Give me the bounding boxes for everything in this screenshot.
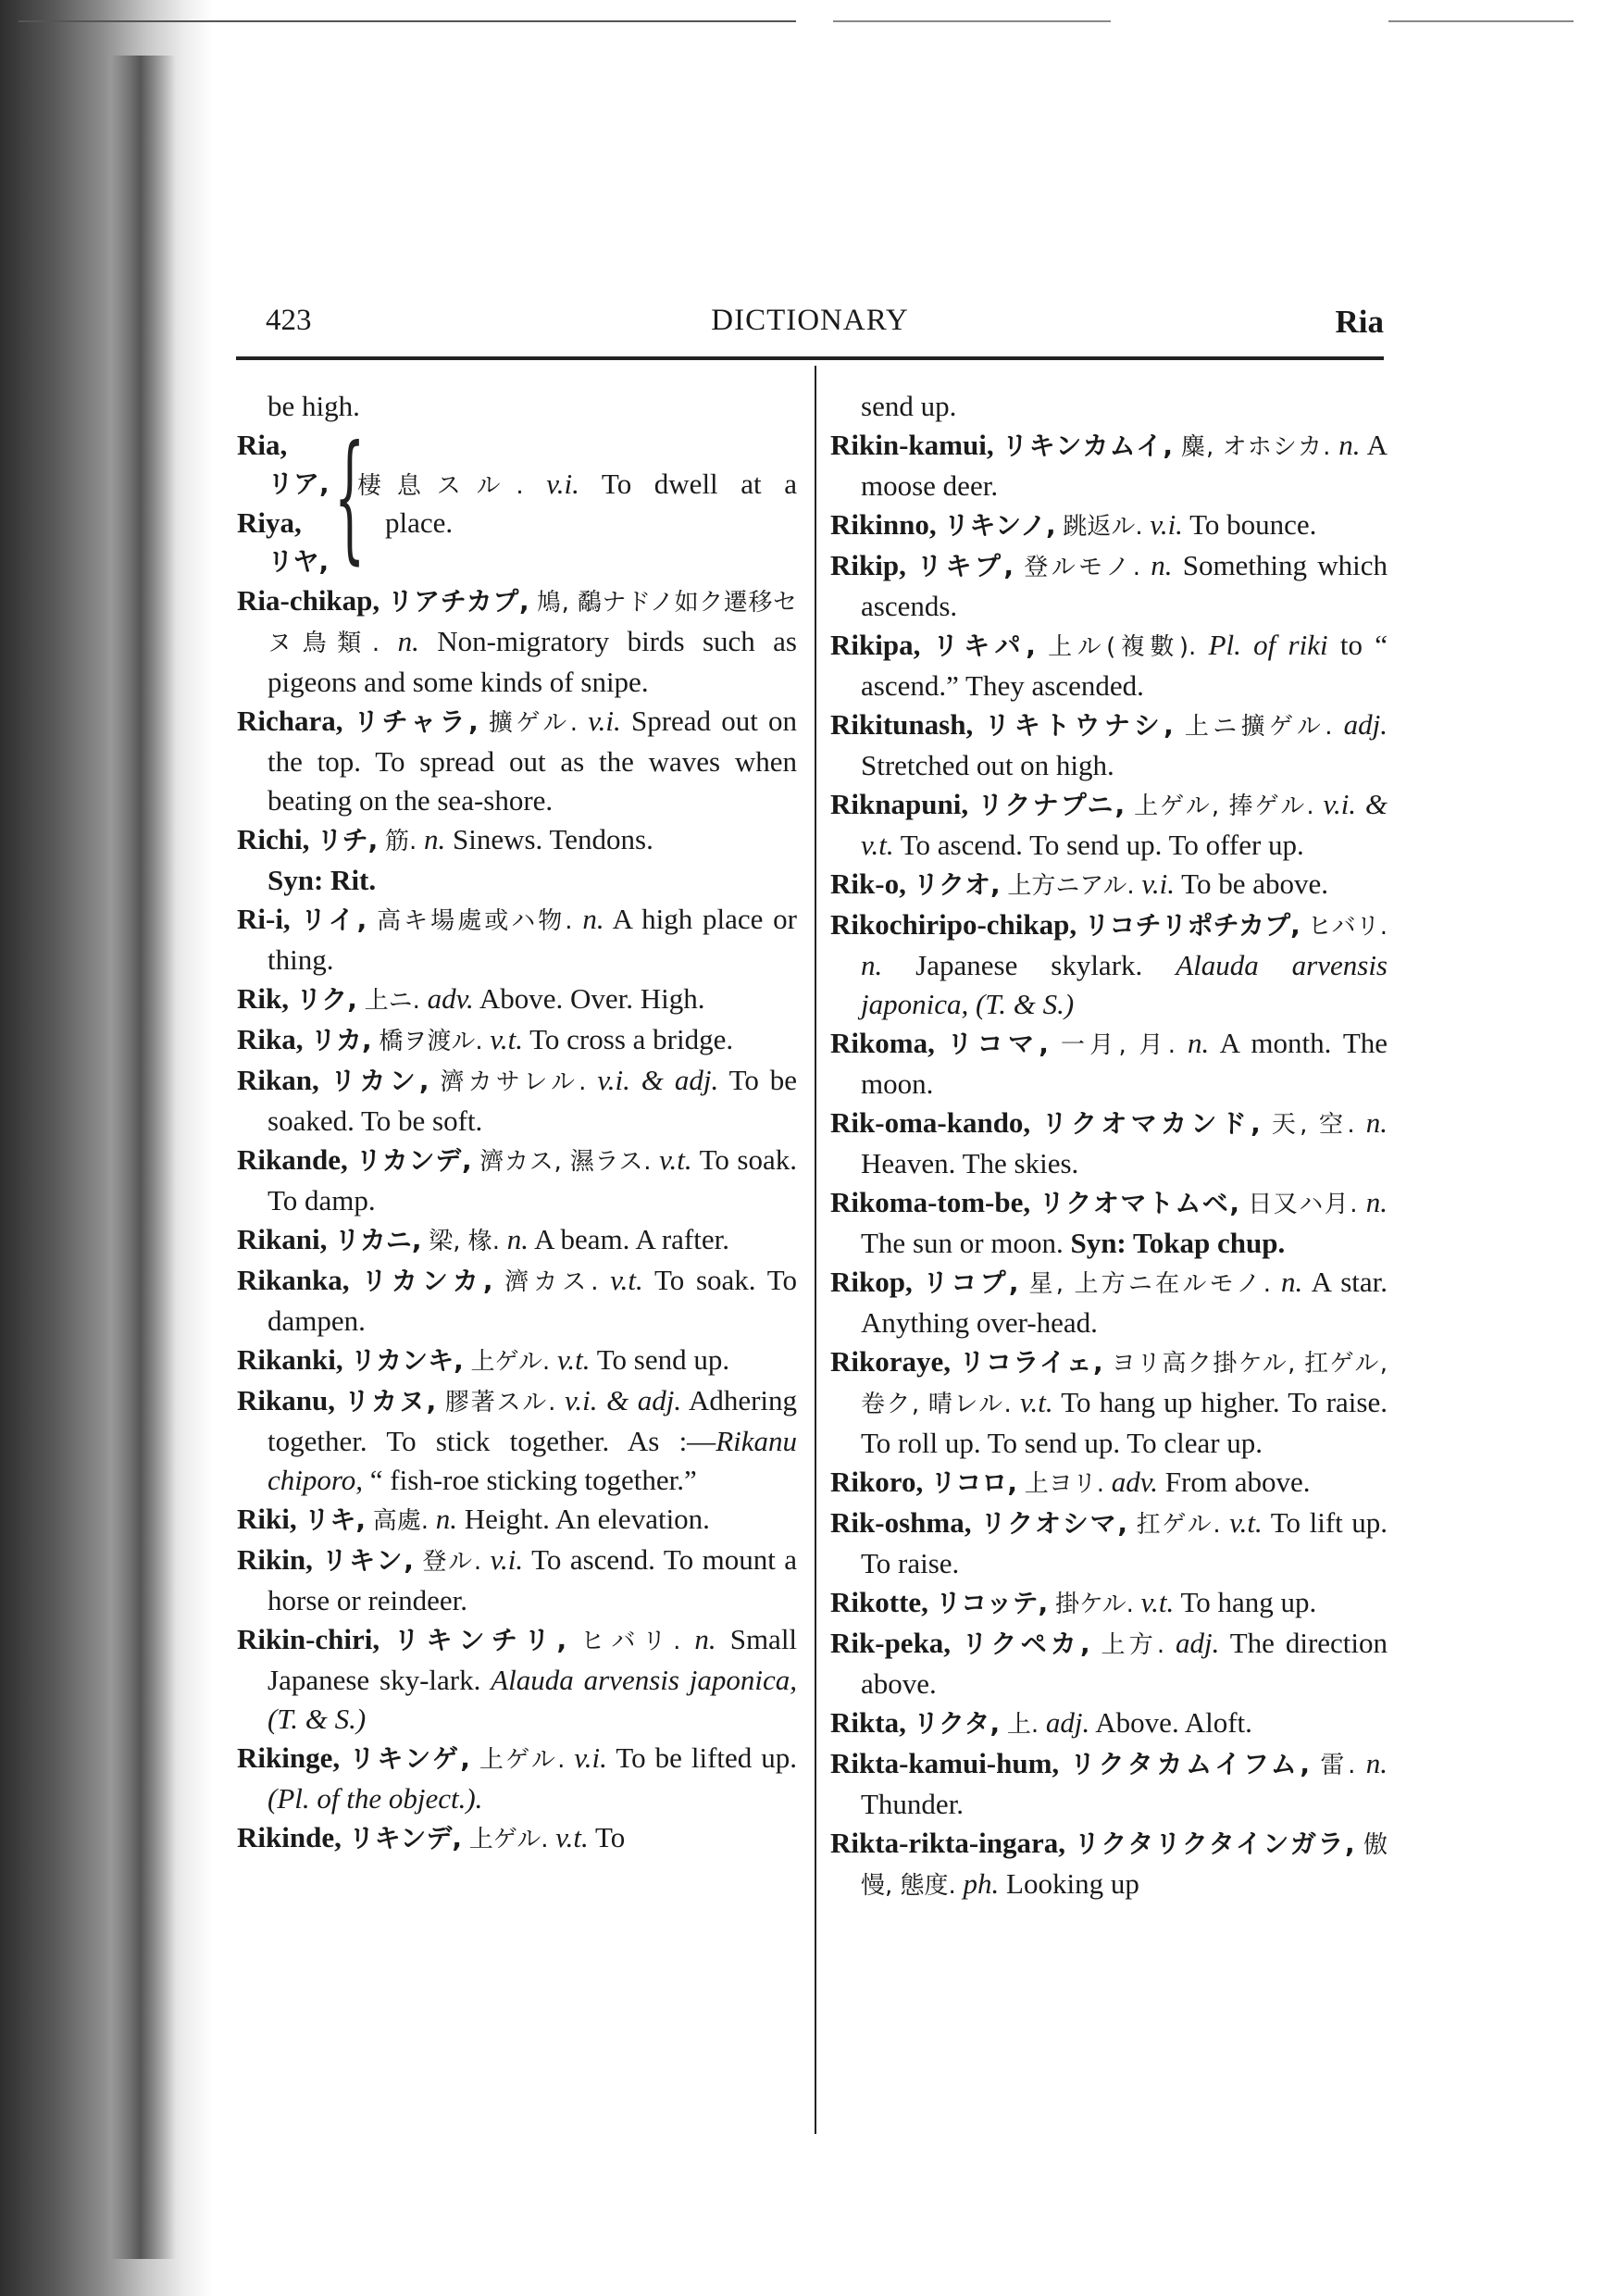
entry-definition: to “ ascend.” They ascended. xyxy=(861,629,1388,702)
entry-headword: Rikoma-tom-be, xyxy=(830,1186,1031,1218)
dictionary-entry xyxy=(237,1818,797,1859)
scan-artifact-line xyxy=(19,20,796,22)
entry-grammar: v.t. xyxy=(556,1343,591,1376)
entry-grammar: v.i. & v.t. xyxy=(861,788,1388,861)
entry-kana: リアチカプ, xyxy=(387,586,529,617)
entry-scientific-name: Alauda arvensis japonica, (T. & S.) xyxy=(268,1664,798,1735)
entry-grammar: n. xyxy=(694,1623,716,1655)
dictionary-entry xyxy=(830,1504,1388,1583)
entry-headword: Rikanka, xyxy=(237,1264,350,1296)
entry-japanese: 上ニ擴ゲル. xyxy=(1184,713,1333,741)
entry-grammar: n. xyxy=(1365,1186,1388,1218)
entry-headword: Rikande, xyxy=(237,1143,348,1176)
entry-grammar: adj. xyxy=(1045,1706,1090,1739)
entry-definition: Sinews. Tendons. xyxy=(452,823,653,855)
entry-kana: リコッテ, xyxy=(935,1588,1049,1618)
dictionary-entry xyxy=(830,1342,1388,1463)
entry-grammar: n. xyxy=(435,1503,458,1535)
entry-kana: リキン, xyxy=(321,1545,414,1576)
entry-kana: リキ, xyxy=(304,1504,366,1535)
header-rule xyxy=(236,356,1384,360)
entry-kana: リクタリクタインガラ, xyxy=(1074,1828,1355,1859)
entry-definition: To xyxy=(595,1821,626,1853)
binding-shadow xyxy=(111,56,176,2259)
entry-definition: A month. The moon. xyxy=(861,1027,1388,1100)
dictionary-entry xyxy=(237,980,797,1020)
entry-headword: Rik-oma-kando, xyxy=(830,1106,1031,1139)
entry-japanese: 擴ゲル. xyxy=(488,709,578,737)
entry-headword: Rikanki, xyxy=(237,1343,343,1376)
entry-definition: Small Japanese sky-lark. xyxy=(268,1623,798,1696)
entry-japanese: 鳩, 鷸ナドノ如ク遷移セヌ鳥類. xyxy=(268,589,798,657)
running-title: DICTIONARY xyxy=(711,304,909,337)
entry-headword: Rikin-kamui, xyxy=(830,429,994,461)
entry-kana: リクオマカンド, xyxy=(1041,1108,1261,1139)
entry-headword: Rikinde, xyxy=(237,1821,342,1853)
dictionary-entry xyxy=(237,1381,797,1500)
dictionary-entry xyxy=(830,1703,1388,1744)
entry-japanese: 日又ハ月. xyxy=(1248,1191,1358,1218)
entry-definition: Looking up xyxy=(1006,1867,1139,1900)
entry-japanese: 上ゲル. xyxy=(468,1826,549,1853)
entry-headword: Riya, xyxy=(237,506,302,539)
entry-grammar: adj. xyxy=(1176,1627,1220,1659)
entry-kana: リコマ, xyxy=(946,1029,1049,1059)
entry-grammar: v.i. xyxy=(1150,508,1183,541)
dictionary-entry xyxy=(237,1620,797,1739)
entry-headword: Rikop, xyxy=(830,1266,913,1298)
entry-definition: The sun or moon. xyxy=(861,1227,1064,1259)
dictionary-entry xyxy=(830,1024,1388,1104)
entry-japanese: 星, 上方ニ在ルモノ. xyxy=(1028,1270,1272,1298)
entry-kana: リコプ, xyxy=(922,1267,1019,1298)
entry-definition: Stretched out on high. xyxy=(861,749,1114,781)
entry-kana: リコロ, xyxy=(929,1467,1018,1498)
entry-grammar: ph. xyxy=(963,1867,1000,1900)
entry-japanese: 登ルモノ. xyxy=(1024,554,1141,581)
dictionary-entry xyxy=(830,1583,1388,1624)
entry-grammar: adv. xyxy=(427,982,474,1015)
page-header xyxy=(236,298,1384,350)
dictionary-entry xyxy=(830,1463,1388,1504)
dictionary-entry xyxy=(830,1183,1388,1263)
entry-grammar: n. xyxy=(506,1223,529,1255)
dictionary-entry xyxy=(237,900,797,980)
entry-headword: Rikta, xyxy=(830,1706,906,1739)
dictionary-entry xyxy=(237,1541,797,1620)
entry-headword: Rikoraye, xyxy=(830,1345,952,1378)
entry-kana: リカンデ, xyxy=(355,1145,472,1176)
entry-kana: リカニ, xyxy=(334,1225,422,1255)
entry-note: (Pl. of the object.). xyxy=(268,1782,483,1815)
entry-japanese: 掛ケル. xyxy=(1054,1591,1134,1618)
entry-japanese: 高キ場處或ハ物. xyxy=(377,907,573,935)
column-divider xyxy=(815,366,816,2134)
dictionary-entry xyxy=(237,1500,797,1541)
entry-headword: Rik-peka, xyxy=(830,1627,952,1659)
entry-japanese: 上ニ. xyxy=(364,987,420,1015)
entry-headword: Rikanu, xyxy=(237,1384,335,1416)
page-number: 423 xyxy=(266,304,312,337)
entry-japanese: 膠著スル. xyxy=(444,1389,556,1416)
entry-headword: Rikinge, xyxy=(237,1741,341,1774)
entry-definition: A high place or thing. xyxy=(268,903,798,976)
entry-kana: リカン, xyxy=(330,1066,429,1096)
entry-definition: To be soaked. To be soft. xyxy=(268,1064,798,1137)
dictionary-entry xyxy=(237,1141,797,1220)
entry-definition: The direction above. xyxy=(861,1627,1388,1700)
entry-definition: To ascend. To mount a horse or reindeer. xyxy=(268,1543,798,1616)
entry-headword: Rik-o, xyxy=(830,867,906,900)
entry-grammar: v.i. xyxy=(574,1741,607,1774)
entry-kana: リクペカ, xyxy=(961,1628,1090,1659)
entry-grammar: v.i. & adj. xyxy=(564,1384,682,1416)
entry-headword: Rik-oshma, xyxy=(830,1506,972,1539)
dictionary-entry xyxy=(237,1061,797,1141)
entry-grammar: n. xyxy=(1281,1266,1303,1298)
entry-headword: Rikinno, xyxy=(830,508,937,541)
entry-synonym: Syn: Tokap chup. xyxy=(1070,1227,1286,1259)
entry-headword: Rikta-kamui-hum, xyxy=(830,1747,1060,1779)
dictionary-entry xyxy=(830,1624,1388,1703)
entry-headword: Rikochiripo-chikap, xyxy=(830,908,1077,941)
entry-kana: リキンカムイ, xyxy=(1002,430,1173,461)
scan-artifact-line xyxy=(1388,20,1574,22)
entry-japanese: 天, 空. xyxy=(1271,1111,1355,1139)
entry-headword: Rikipa, xyxy=(830,629,921,661)
entry-japanese: 傲慢, 態度. xyxy=(861,1831,1388,1900)
entry-grammar: n. xyxy=(582,903,604,935)
entry-japanese: 濟カサレル. xyxy=(440,1068,587,1096)
entry-grammar: v.i. & adj. xyxy=(597,1064,719,1096)
dictionary-entry xyxy=(830,1824,1388,1905)
dictionary-entry xyxy=(830,626,1388,705)
entry-grammar: v.i. xyxy=(490,1543,524,1576)
entry-japanese: 梁, 椽. xyxy=(429,1228,501,1255)
entry-definition: To send up. xyxy=(596,1343,730,1376)
entry-headword: Ria, xyxy=(237,429,288,461)
entry-japanese: 扛ゲル. xyxy=(1136,1511,1221,1539)
entry-grammar: n. xyxy=(397,625,419,657)
entry-japanese: ヒバリ. xyxy=(580,1628,681,1655)
entry-headword: Richi, xyxy=(237,823,310,855)
entry-grammar: v.i. xyxy=(1141,867,1175,900)
entry-japanese: ヨリ高ク掛ケル, 扛ゲル, 卷ク, 晴レル. xyxy=(861,1350,1388,1418)
entry-headword: Rik, xyxy=(237,982,289,1015)
dictionary-entry xyxy=(237,581,797,702)
entry-japanese: 上ゲル, 捧ゲル. xyxy=(1134,792,1314,820)
entry-definition: A beam. A rafter. xyxy=(534,1223,729,1255)
dictionary-entry xyxy=(830,505,1388,546)
entry-japanese: 上. xyxy=(1006,1711,1039,1739)
entry-continuation: be high. xyxy=(268,390,360,422)
entry-definition: Japanese skylark. xyxy=(915,949,1143,981)
entry-definition: Above. Aloft. xyxy=(1095,1706,1252,1739)
entry-japanese: 雷. xyxy=(1320,1752,1356,1779)
entry-headword: Rikoma, xyxy=(830,1027,935,1059)
entry-kana: リキンデ, xyxy=(348,1823,462,1853)
entry-headword: Rikani, xyxy=(237,1223,328,1255)
entry-definition: Height. An elevation. xyxy=(464,1503,710,1535)
entry-grammar: n. xyxy=(423,823,446,855)
left-column xyxy=(237,387,797,1859)
entry-japanese: 上方ニアル. xyxy=(1007,872,1135,900)
entry-example-gloss: “ fish-roe sticking together.” xyxy=(369,1464,697,1496)
entry-headword: Rikan, xyxy=(237,1064,319,1096)
entry-grammar: v.t. xyxy=(610,1264,643,1296)
entry-japanese: 上ゲル. xyxy=(479,1746,566,1774)
entry-kana: リコチリポチカプ, xyxy=(1083,910,1301,941)
entry-definition: From above. xyxy=(1164,1466,1311,1498)
entry-kana: リクオ, xyxy=(913,869,1001,900)
dictionary-entry xyxy=(830,705,1388,785)
entry-definition: To hang up. xyxy=(1180,1586,1317,1618)
entry-japanese: 濟カス, 濕ラス. xyxy=(479,1148,652,1176)
dictionary-entry xyxy=(237,1220,797,1261)
entry-kana: リカンカ, xyxy=(361,1266,493,1296)
entry-grammar: v.i. xyxy=(588,705,621,737)
entry-japanese: 上ヨリ. xyxy=(1024,1470,1105,1498)
entry-japanese: 筋. xyxy=(384,828,417,855)
entry-definition-line: 棲息スル. v.i. To dwell at a xyxy=(357,468,798,500)
entry-definition: To lift up. To raise. xyxy=(861,1506,1388,1579)
entry-grammar: v.t. xyxy=(659,1143,692,1176)
entry-definition: To be lifted up. xyxy=(616,1741,798,1774)
entry-grammar: n. xyxy=(1365,1747,1388,1779)
entry-kana: リチャラ, xyxy=(353,706,479,737)
entry-grammar: n. xyxy=(1151,549,1173,581)
dictionary-entry xyxy=(830,426,1388,505)
scan-artifact-line xyxy=(833,20,1111,22)
scan-shadow xyxy=(0,0,213,2296)
dictionary-entry xyxy=(830,785,1388,865)
entry-headword: Riknapuni, xyxy=(830,788,969,820)
entry-grammar: n. xyxy=(1188,1027,1210,1059)
entry-kana: リカンキ, xyxy=(350,1345,464,1376)
entry-definition: Spread out on the top. To spread out as the waves when beating on the sea-shore. xyxy=(268,705,798,817)
dictionary-entry xyxy=(237,1261,797,1341)
entry-definition: Something which ascends. xyxy=(861,549,1388,622)
dictionary-entry xyxy=(830,546,1388,626)
entry-definition: To cross a bridge. xyxy=(529,1023,734,1055)
entry-kana: リコライェ, xyxy=(959,1347,1103,1378)
entry-grammar: n. xyxy=(1338,429,1361,461)
entry-definition-line: place. xyxy=(385,506,454,539)
entry-japanese: 一月, 月. xyxy=(1060,1031,1176,1059)
entry-kana: リクナプニ, xyxy=(977,790,1126,820)
entry-grammar: n. xyxy=(861,949,883,981)
brace-glyph: { xyxy=(334,417,366,578)
entry-japanese: 濟カス. xyxy=(504,1268,599,1296)
entry-definition: Heaven. The skies. xyxy=(861,1147,1079,1179)
dictionary-entry xyxy=(237,1739,797,1818)
entry-kana: リヤ, xyxy=(268,546,330,577)
entry-kana: リキンゲ, xyxy=(349,1743,470,1774)
entry-kana: リキンチリ, xyxy=(393,1625,567,1655)
entry-headword: Rikip, xyxy=(830,549,906,581)
entry-headword: Rikin, xyxy=(237,1543,313,1576)
entry-japanese: 麋, オホシカ. xyxy=(1180,433,1331,461)
entry-japanese: 上方. xyxy=(1101,1631,1165,1659)
entry-ria-riya xyxy=(237,417,798,581)
entry-grammar: v.t. xyxy=(1229,1506,1263,1539)
entry-headword: Rika, xyxy=(237,1023,304,1055)
entry-kana: リク, xyxy=(295,984,357,1015)
entry-kana: リクオシマ, xyxy=(980,1508,1128,1539)
entry-japanese: 登ル. xyxy=(422,1548,482,1576)
entry-japanese: ヒバリ. xyxy=(1307,913,1388,941)
entry-definition: Thunder. xyxy=(861,1788,965,1820)
entry-japanese: 跳返ル. xyxy=(1063,513,1143,541)
dictionary-entry xyxy=(830,1104,1388,1183)
entry-definition: Non-migratory birds such as pigeons and some kinds of snipe. xyxy=(268,625,797,698)
entry-grammar: adv. xyxy=(1111,1466,1159,1498)
entry-definition: A moose deer. xyxy=(861,429,1388,502)
entry-scientific-name: Alauda arvensis japonica, (T. & S.) xyxy=(861,949,1388,1020)
entry-headword: Rikoro, xyxy=(830,1466,924,1498)
entry-kana: リキトウナシ, xyxy=(984,710,1174,741)
dictionary-entry xyxy=(237,702,797,820)
entry-kana: リキパ, xyxy=(932,630,1036,661)
entry-headword: Rikotte, xyxy=(830,1586,928,1618)
dictionary-entry xyxy=(237,1020,797,1061)
entry-example: Rikanu chiporo, xyxy=(268,1425,797,1496)
entry-japanese: 上ゲル. xyxy=(470,1348,551,1376)
dictionary-entry xyxy=(830,1744,1388,1824)
entry-grammar: adj. xyxy=(1343,708,1388,741)
entry-definition: To soak. To dampen. xyxy=(268,1264,797,1337)
entry-kana: リクタカムイフム, xyxy=(1069,1749,1311,1779)
entry-continuation: send up. xyxy=(861,390,957,422)
entry-kana: リカヌ, xyxy=(343,1386,437,1416)
entry-kana: リクタ, xyxy=(913,1708,1001,1739)
dictionary-entry xyxy=(237,820,797,900)
entry-japanese: 上ル(複數). xyxy=(1048,633,1197,661)
dictionary-entry xyxy=(830,905,1388,1024)
right-column xyxy=(830,387,1388,1905)
entry-kana: リチ, xyxy=(317,825,379,855)
entry-kana: リイ, xyxy=(300,905,367,935)
guide-word: Ria xyxy=(1335,304,1384,340)
entry-kana: リキンノ, xyxy=(943,510,1056,541)
entry-synonym: Syn: Rit. xyxy=(268,864,377,896)
dictionary-entry xyxy=(830,865,1388,905)
entry-grammar: v.t. xyxy=(555,1821,589,1853)
entry-headword: Rikin-chiri, xyxy=(237,1623,380,1655)
entry-definition: Above. Over. High. xyxy=(479,982,705,1015)
entry-japanese: 高處. xyxy=(372,1507,429,1535)
entry-kana: リア, xyxy=(268,468,330,499)
entry-grammar: n. xyxy=(1365,1106,1388,1139)
entry-definition: To ascend. To send up. To offer up. xyxy=(900,829,1304,861)
entry-grammar: v.t. xyxy=(1140,1586,1175,1618)
entry-headword: Ri-i, xyxy=(237,903,291,935)
entry-kana: リキプ, xyxy=(916,551,1014,581)
entry-definition: To soak. To damp. xyxy=(268,1143,797,1217)
entry-definition: To be above. xyxy=(1181,867,1328,900)
entry-kana: リクオマトムベ, xyxy=(1039,1188,1239,1218)
entry-definition: Adhering together. To stick together. As :— xyxy=(268,1384,798,1457)
entry-grammar: v.t. xyxy=(1020,1386,1053,1418)
entry-note: Pl. of riki xyxy=(1208,629,1328,661)
entry-headword: Ria-chikap, xyxy=(237,584,380,617)
entry-headword: Riki, xyxy=(237,1503,297,1535)
dictionary-entry xyxy=(830,1263,1388,1342)
entry-japanese: 橋ヲ渡ル. xyxy=(379,1028,483,1055)
entry-definition: A star. Anything over-head. xyxy=(861,1266,1388,1339)
entry-headword: Rikta-rikta-ingara, xyxy=(830,1827,1066,1859)
entry-definition: To bounce. xyxy=(1189,508,1317,541)
entry-headword: Rikitunash, xyxy=(830,708,974,741)
entry-grammar: v.t. xyxy=(490,1023,523,1055)
entry-headword: Richara, xyxy=(237,705,343,737)
entry-definition: To hang up higher. To raise. To roll up. To send up. To clear up. xyxy=(861,1386,1388,1459)
entry-kana: リカ, xyxy=(310,1025,372,1055)
dictionary-entry xyxy=(237,1341,797,1381)
